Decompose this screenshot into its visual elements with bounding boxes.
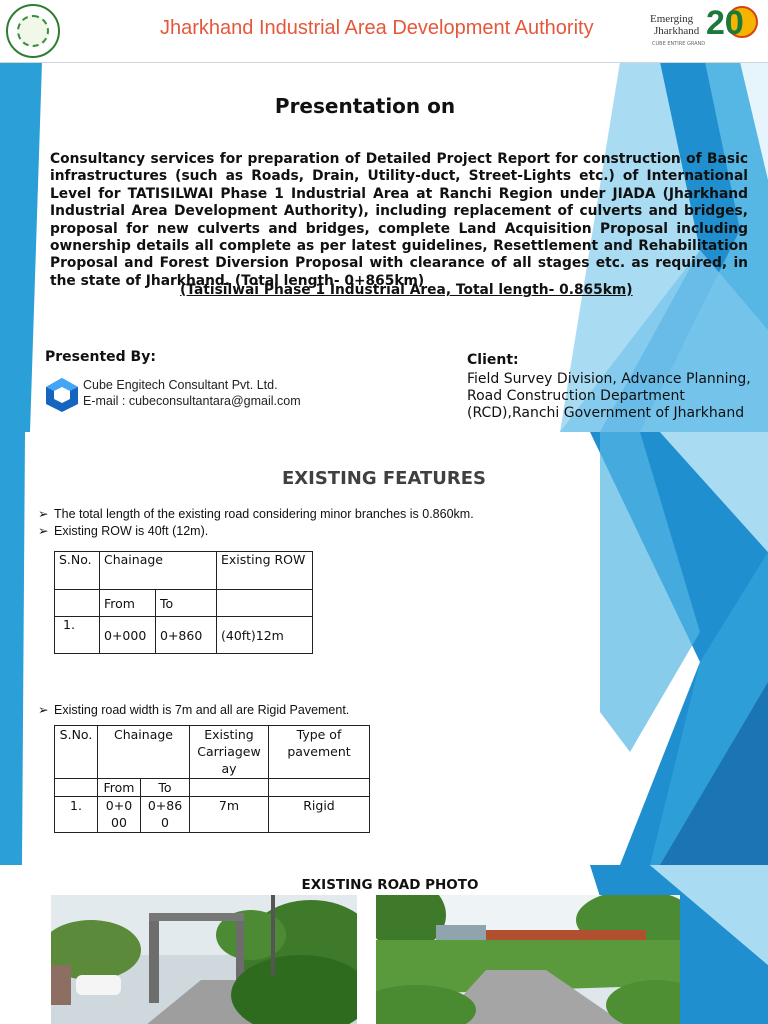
road-photo-gate bbox=[51, 895, 357, 1024]
jharkhand-seal-logo bbox=[6, 4, 60, 58]
slide-title: EXISTING ROAD PHOTO bbox=[301, 877, 479, 893]
slide-existing-road-photo bbox=[0, 865, 768, 1024]
header-bar bbox=[0, 0, 768, 63]
table-header-cell: Existing ROW bbox=[217, 552, 313, 590]
client-line: Field Survey Division, Advance Planning, bbox=[467, 371, 751, 387]
project-subtitle: (Tatisilwai Phase 1 Industrial Area, Total length- 0.865km) bbox=[180, 282, 633, 298]
table-cell: (40ft)12m bbox=[217, 617, 313, 654]
table-cell: 0+000 bbox=[100, 617, 156, 654]
client-line: Road Construction Department bbox=[467, 388, 685, 404]
slide-title bbox=[0, 0, 768, 432]
table-cell: 0+0 00 bbox=[98, 797, 141, 833]
presentation-title: Presentation on bbox=[274, 94, 456, 118]
table-header-cell: Chainage bbox=[98, 726, 190, 779]
road-width-table bbox=[54, 725, 370, 833]
client-line: (RCD),Ranchi Government of Jharkhand bbox=[467, 405, 745, 421]
cube-company-logo bbox=[44, 377, 80, 413]
company-email: E-mail : cubeconsultantara@gmail.com bbox=[83, 394, 301, 408]
presented-by-label: Presented By: bbox=[45, 349, 156, 365]
existing-row-table bbox=[54, 551, 313, 654]
company-name: Cube Engitech Consultant Pvt. Ltd. bbox=[83, 378, 278, 392]
table-cell: 1. bbox=[55, 797, 98, 833]
header-title: Jharkhand Industrial Area Development Authority bbox=[160, 17, 594, 39]
emerging-jharkhand-logo: Emerging Jharkhand CUBE ENTIRE GRAND 20 bbox=[646, 4, 762, 58]
table-header-cell: Type of pavement bbox=[269, 726, 370, 779]
project-description: Consultancy services for preparation of Detailed Project Report for construction of Basic infrastructures (such as Roads, Drain, Utility-duct, Street-Lights etc.) of International Level for TATISILWAI Phase 1 Industrial Area at Ranchi Region under JIADA (Jharkhand Industrial Area Development Authority), including replacement of culverts and bridges, proposal for new culverts and bridges, complete Land Acquisition Proposal including ownership details all complete as per latest guidelines, Resettlement and Rehabilitation Proposal and Forest Diversion Proposal with clearance of all stages etc. as required, in the state of Jharkhand. (Total length- 0+865km) bbox=[50, 151, 748, 289]
table-cell: 1. bbox=[55, 617, 100, 654]
table-subheader-cell: From bbox=[100, 590, 156, 617]
table-subheader-cell: To bbox=[156, 590, 217, 617]
bullet-item: ➢ The total length of the existing road considering minor branches is 0.860km. bbox=[38, 507, 474, 521]
table-cell: 0+86 0 bbox=[141, 797, 190, 833]
slide-title: EXISTING FEATURES bbox=[281, 468, 487, 489]
bullet-item: ➢ Existing road width is 7m and all are Rigid Pavement. bbox=[38, 703, 350, 717]
table-header-cell: S.No. bbox=[55, 552, 100, 590]
table-header-cell: S.No. bbox=[55, 726, 98, 779]
table-subheader-cell: From bbox=[98, 779, 141, 797]
table-header-cell: Existing Carriagew ay bbox=[190, 726, 269, 779]
slide-existing-features bbox=[0, 432, 768, 865]
client-label: Client: bbox=[467, 352, 519, 368]
bullet-item: ➢ Existing ROW is 40ft (12m). bbox=[38, 524, 209, 538]
table-cell: Rigid bbox=[269, 797, 370, 833]
table-header-cell: Chainage bbox=[100, 552, 217, 590]
table-cell: 0+860 bbox=[156, 617, 217, 654]
table-subheader-cell: To bbox=[141, 779, 190, 797]
table-cell: 7m bbox=[190, 797, 269, 833]
road-photo-street bbox=[376, 895, 680, 1024]
